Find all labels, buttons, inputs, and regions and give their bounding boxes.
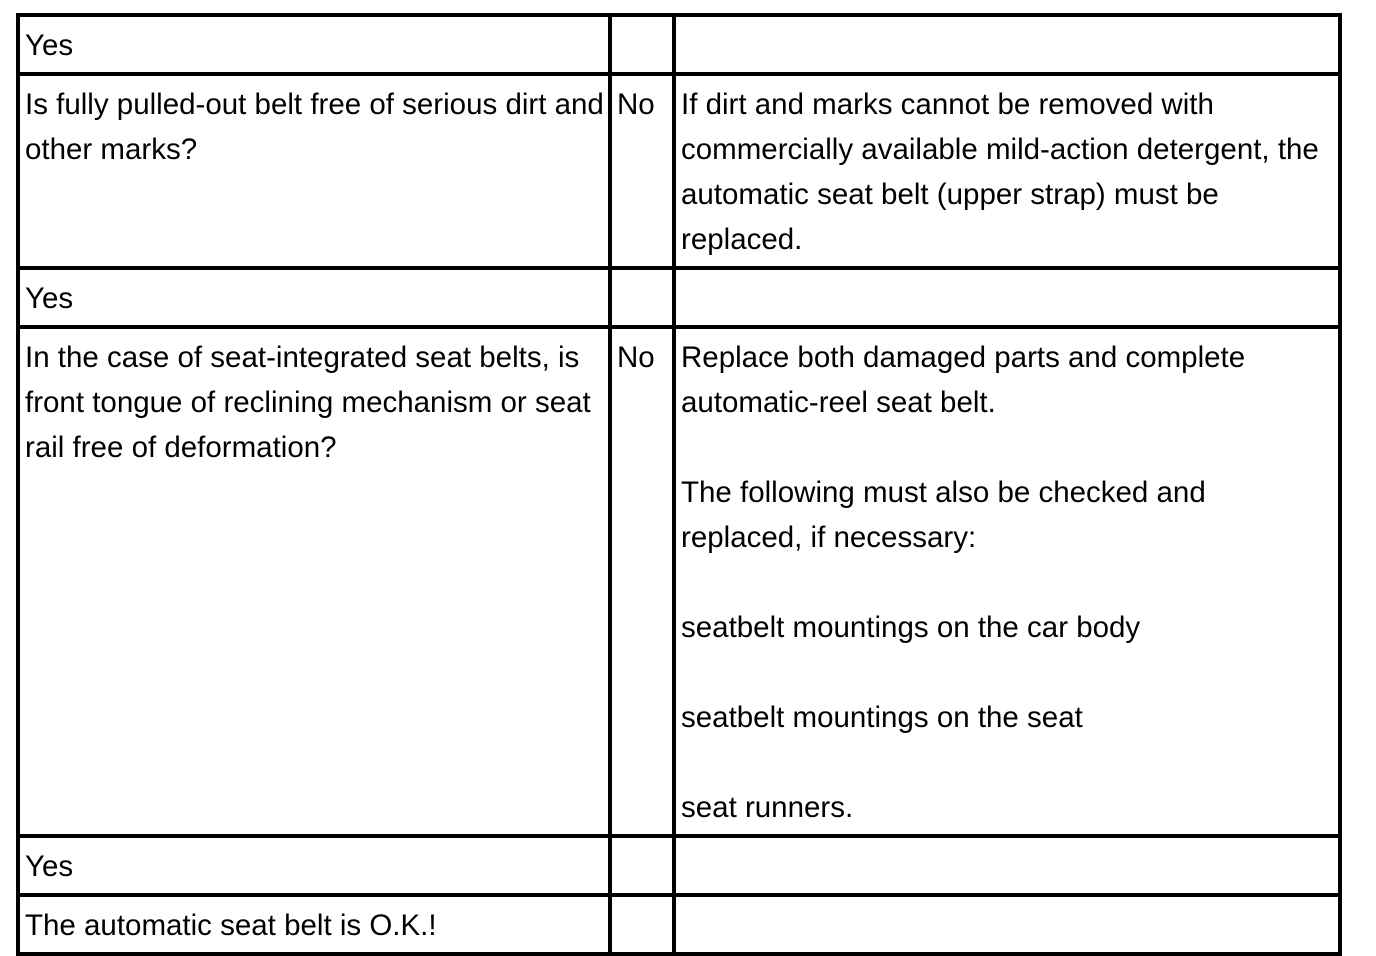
table-row [18, 836, 1340, 895]
action-line: The following must also be checked and replaced, if necessary: [681, 476, 1206, 554]
question-cell: Yes [18, 15, 610, 74]
action-cell: If dirt and marks cannot be removed with commercially available mild-action detergent, the automatic seat belt (upper strap) must be replaced. [674, 74, 1340, 268]
seatbelt-inspection-table [16, 13, 1342, 956]
answer-cell [610, 895, 674, 954]
answer-cell [610, 268, 674, 327]
table-row [18, 895, 1340, 954]
action-cell [674, 15, 1340, 74]
action-line: seatbelt mountings on the seat [681, 701, 1083, 734]
answer-cell: No [610, 327, 674, 836]
table-row [18, 327, 1340, 836]
question-cell: Yes [18, 268, 610, 327]
table-row [18, 74, 1340, 268]
action-line: Replace both damaged parts and complete automatic-reel seat belt. [681, 341, 1246, 419]
table-row [18, 15, 1340, 74]
table-row [18, 268, 1340, 327]
action-cell [674, 327, 1340, 836]
question-cell: Is fully pulled-out belt free of serious dirt and other marks? [18, 74, 610, 268]
question-cell: Yes [18, 836, 610, 895]
answer-cell: No [610, 74, 674, 268]
action-line: seatbelt mountings on the car body [681, 611, 1141, 644]
action-cell [674, 895, 1340, 954]
answer-cell [610, 15, 674, 74]
action-line: seat runners. [681, 791, 854, 824]
answer-cell [610, 836, 674, 895]
question-cell: In the case of seat-integrated seat belts, is front tongue of reclining mechanism or seat rail free of deformation? [18, 327, 610, 836]
action-cell [674, 268, 1340, 327]
action-cell [674, 836, 1340, 895]
question-cell: The automatic seat belt is O.K.! [18, 895, 610, 954]
